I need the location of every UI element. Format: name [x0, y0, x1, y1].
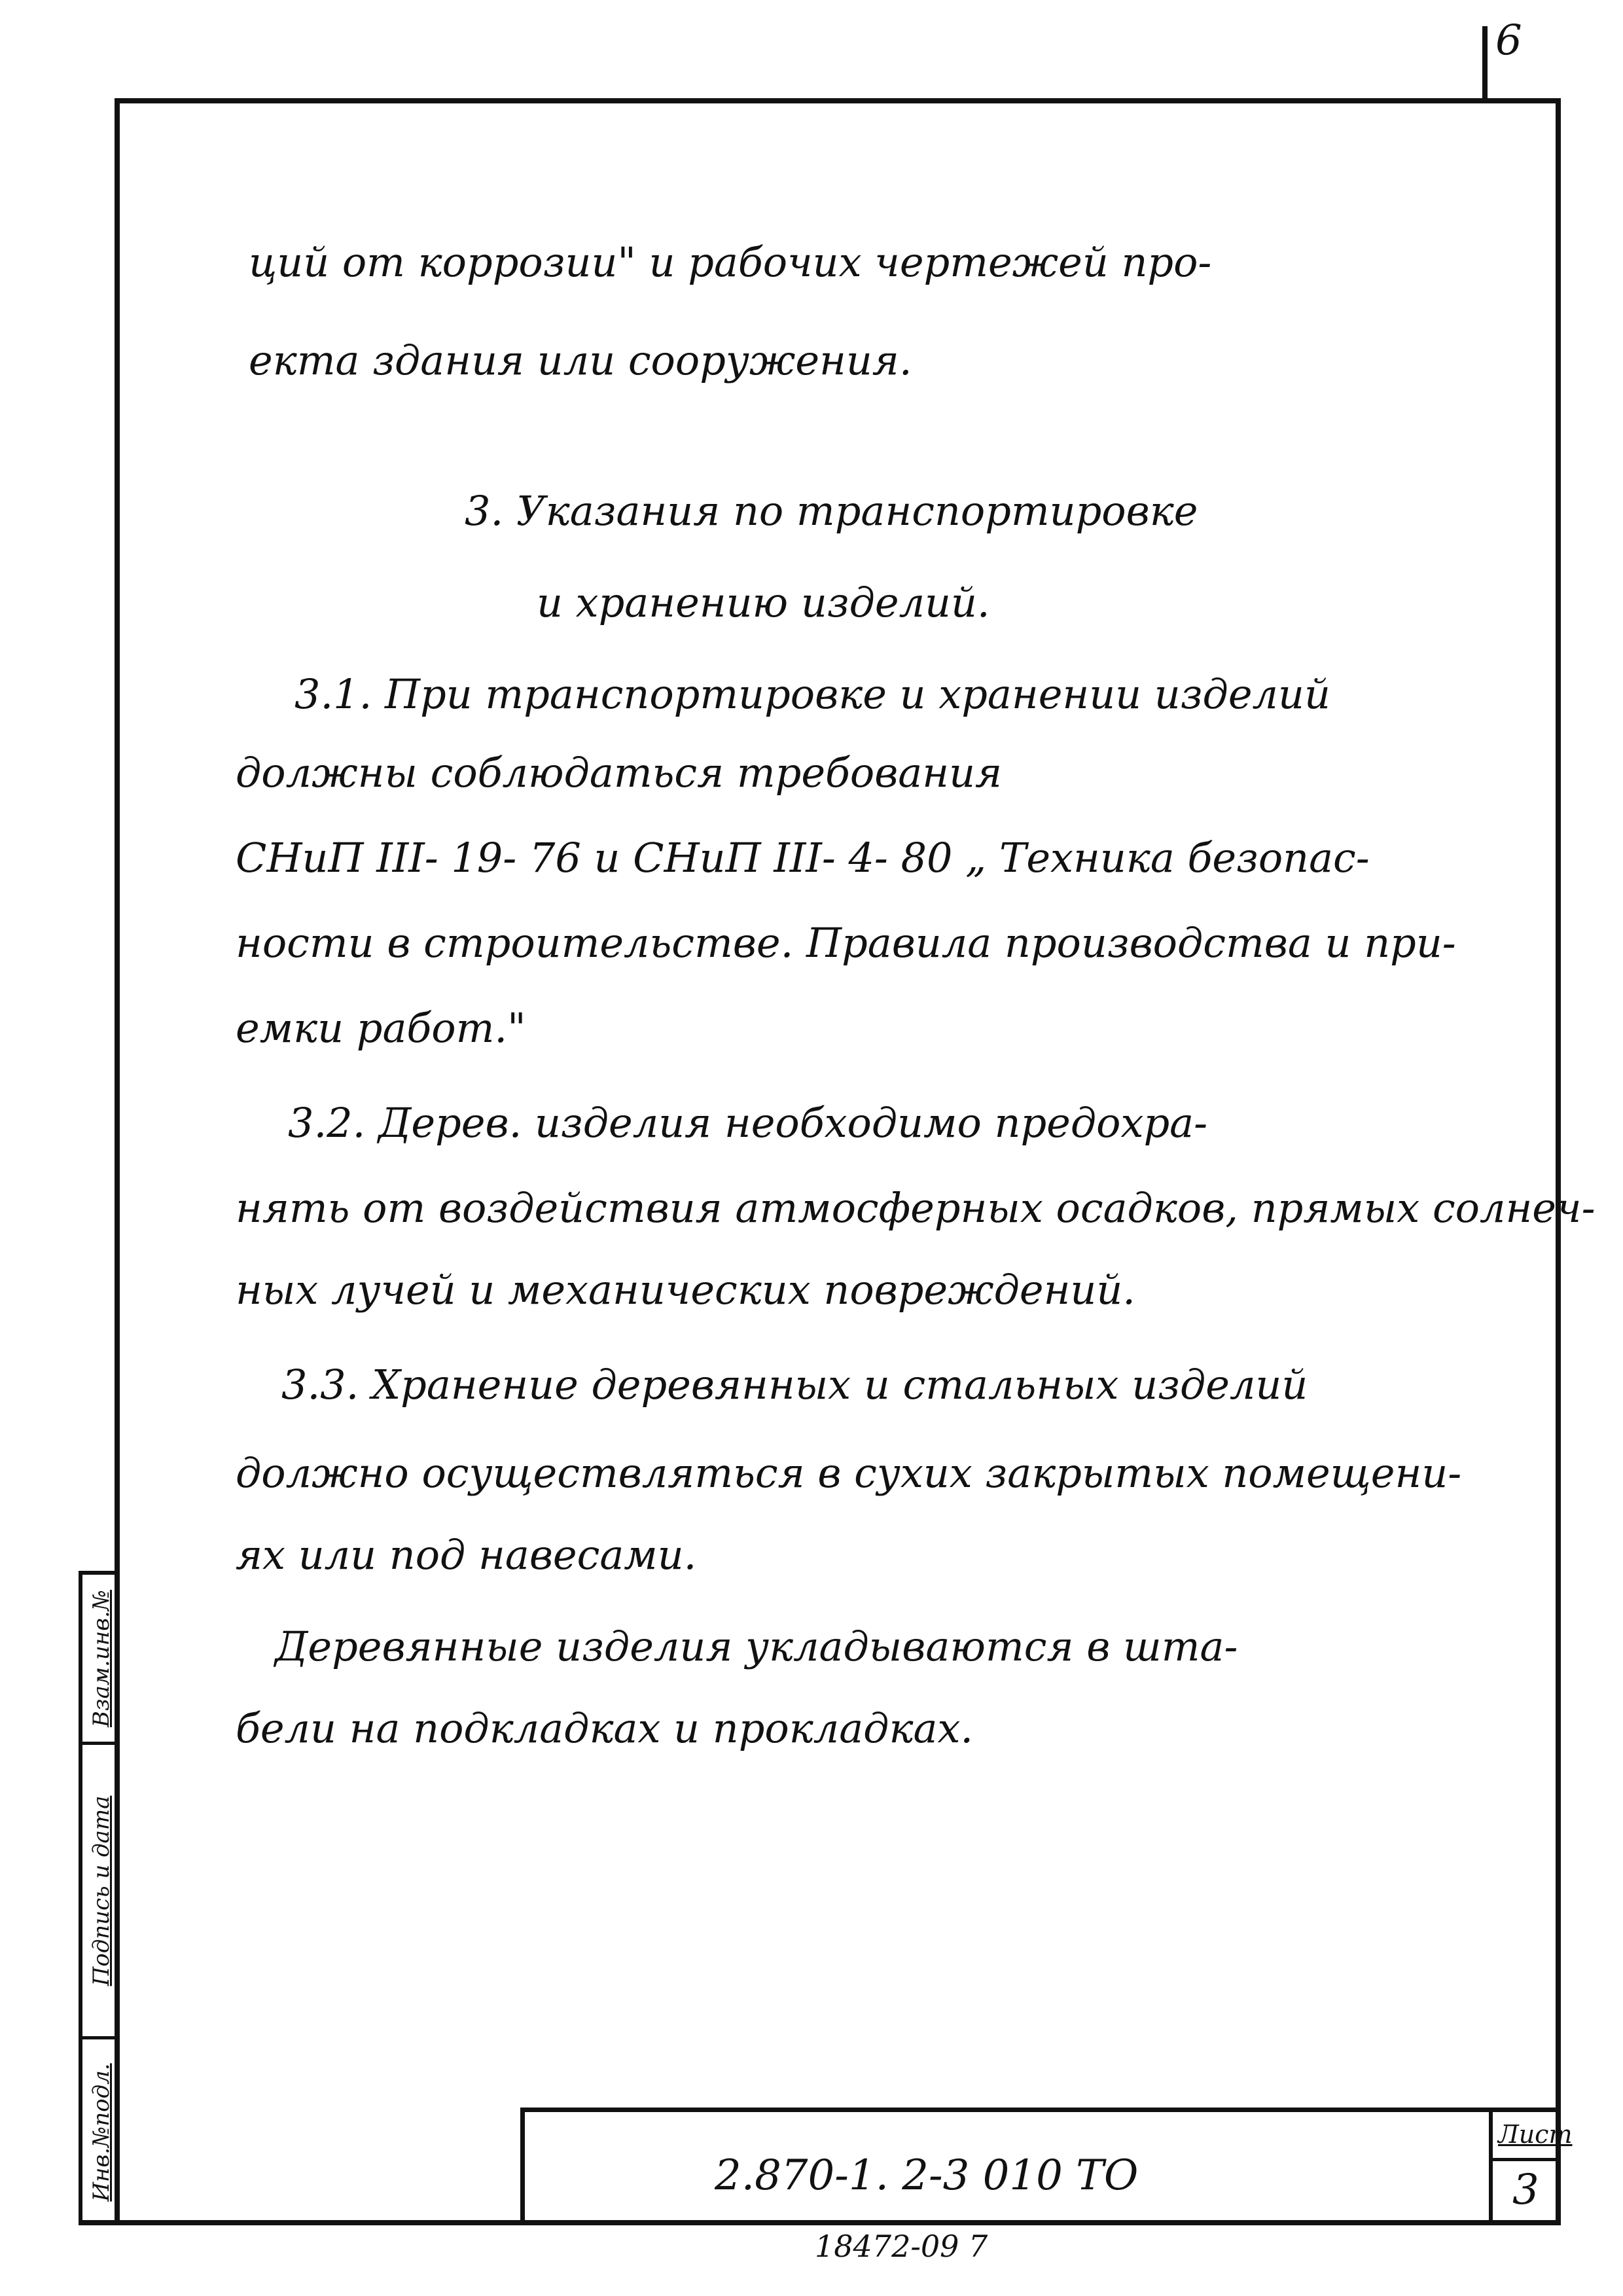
body-line: емки работ."	[236, 1004, 526, 1052]
page-number-tick	[1482, 26, 1488, 98]
sheet-label: Лист	[1498, 2120, 1573, 2149]
sheet-divider	[1493, 2158, 1561, 2161]
body-line: 3.1. При транспортировке и хранении изделий	[294, 670, 1330, 718]
title-block	[520, 2108, 1573, 2225]
side-stamp	[79, 1571, 120, 2225]
document-code: 2.870-1. 2-3 010 ТО	[715, 2151, 1139, 2200]
sheet-cell	[1489, 2112, 1573, 2225]
frame-top-border	[115, 98, 1561, 103]
sheet-number: 3	[1512, 2166, 1539, 2214]
body-line: нять от воздействия атмосферных осадков, прямых солнеч-	[236, 1184, 1596, 1232]
side-cell-inventory	[82, 2039, 120, 2225]
body-line: ности в строительстве. Правила производства и при-	[236, 919, 1456, 967]
body-line: ных лучей и механических повреждений.	[236, 1266, 1135, 1314]
body-line: 3.3. Хранение деревянных и стальных изделий	[281, 1361, 1308, 1408]
side-cell-label: Подпись и дата	[88, 1795, 115, 1986]
frame-right-border	[1556, 98, 1561, 2225]
body-line: 3.2. Дерев. изделия необходимо предохра-	[288, 1099, 1208, 1147]
side-cell-label: Инв.№подл.	[88, 2063, 115, 2202]
side-cell-signature	[82, 1745, 120, 2039]
body-line: ций от коррозии" и рабочих чертежей про-	[249, 238, 1212, 286]
section-heading: и хранению изделий.	[537, 579, 990, 626]
footer-stamp: 18472-09 7	[815, 2229, 988, 2264]
body-line: бели на подкладках и прокладках.	[236, 1704, 974, 1752]
side-cell-label: Взам.инв.№	[88, 1589, 115, 1727]
body-line: екта здания или сооружения.	[249, 336, 912, 384]
body-line: ях или под навесами.	[236, 1531, 697, 1579]
body-line: Деревянные изделия укладываются в шта-	[275, 1623, 1238, 1670]
section-heading: 3. Указания по транспортировке	[465, 487, 1198, 535]
body-line: СНиП III- 19- 76 и СНиП III- 4- 80 „ Техника безопас-	[236, 834, 1370, 882]
side-cell-replacement	[82, 1575, 120, 1745]
body-line: должны соблюдаться требования	[236, 749, 1003, 797]
page-number: 6	[1495, 16, 1522, 65]
body-line: должно осуществляться в сухих закрытых помещени-	[236, 1449, 1462, 1497]
